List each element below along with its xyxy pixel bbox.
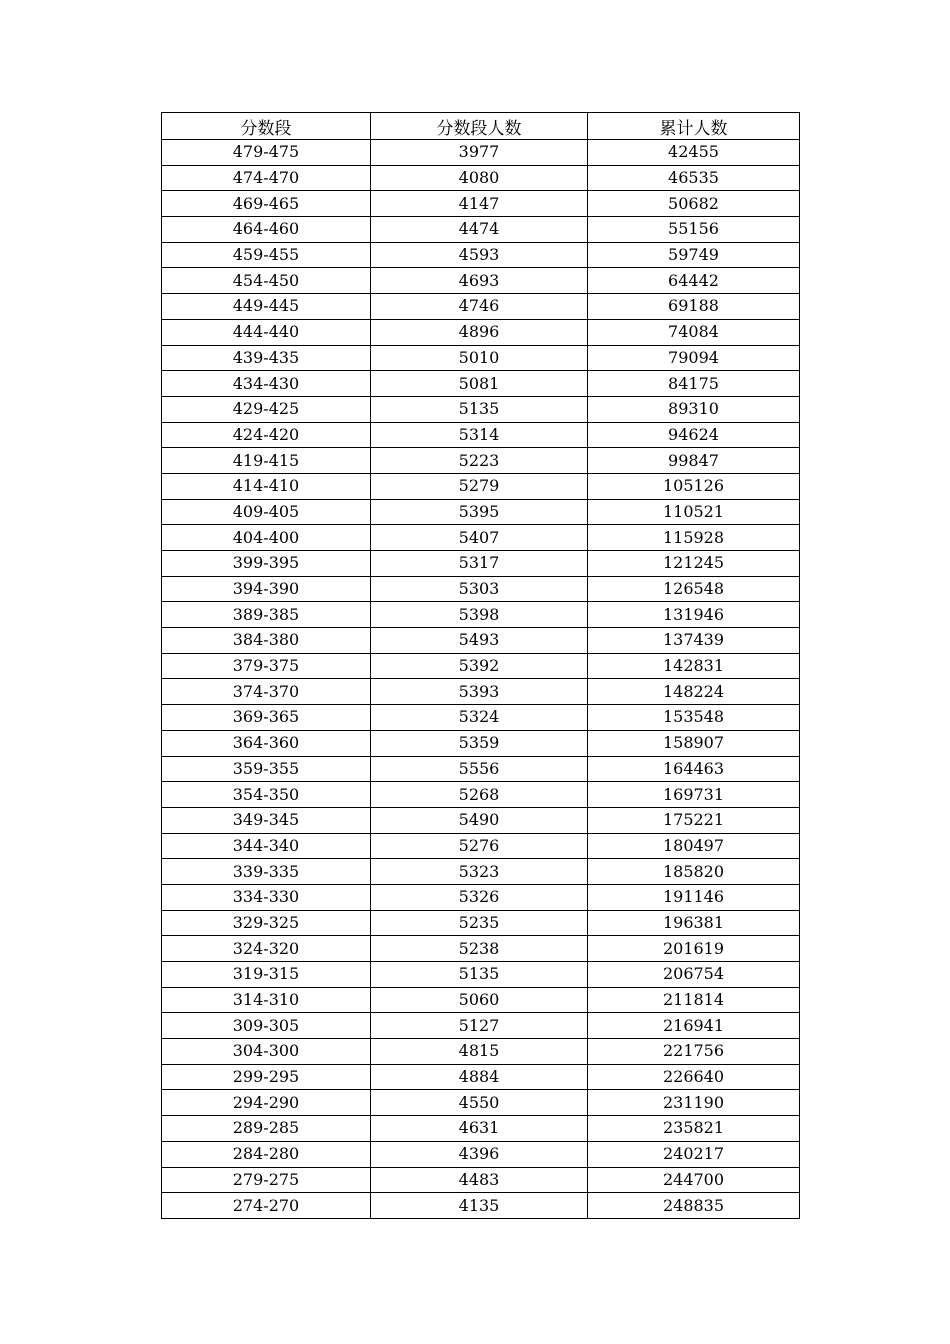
- score-range-cell: 339-335: [162, 859, 371, 885]
- count-in-range-cell: 5490: [371, 807, 588, 833]
- cumulative-count-cell: 211814: [588, 987, 800, 1013]
- table-row: [162, 782, 800, 808]
- count-in-range-cell: 4693: [371, 268, 588, 294]
- table-row: [162, 422, 800, 448]
- table-row: [162, 525, 800, 551]
- table-row: [162, 807, 800, 833]
- table-row: [162, 191, 800, 217]
- score-range-cell: 434-430: [162, 371, 371, 397]
- header-count-in-range: 分数段人数: [371, 113, 588, 140]
- header-cumulative-count: 累计人数: [588, 113, 800, 140]
- cumulative-count-cell: 99847: [588, 448, 800, 474]
- table-row: [162, 936, 800, 962]
- table-row: [162, 294, 800, 320]
- score-range-cell: 414-410: [162, 473, 371, 499]
- table-row: [162, 371, 800, 397]
- count-in-range-cell: 5398: [371, 602, 588, 628]
- cumulative-count-cell: 126548: [588, 576, 800, 602]
- score-range-cell: 304-300: [162, 1039, 371, 1065]
- score-range-cell: 384-380: [162, 628, 371, 654]
- count-in-range-cell: 5268: [371, 782, 588, 808]
- cumulative-count-cell: 231190: [588, 1090, 800, 1116]
- cumulative-count-cell: 191146: [588, 884, 800, 910]
- score-range-cell: 334-330: [162, 884, 371, 910]
- cumulative-count-cell: 131946: [588, 602, 800, 628]
- cumulative-count-cell: 115928: [588, 525, 800, 551]
- count-in-range-cell: 4080: [371, 165, 588, 191]
- cumulative-count-cell: 185820: [588, 859, 800, 885]
- cumulative-count-cell: 137439: [588, 628, 800, 654]
- cumulative-count-cell: 235821: [588, 1116, 800, 1142]
- cumulative-count-cell: 164463: [588, 756, 800, 782]
- count-in-range-cell: 5407: [371, 525, 588, 551]
- cumulative-count-cell: 201619: [588, 936, 800, 962]
- cumulative-count-cell: 221756: [588, 1039, 800, 1065]
- score-range-cell: 429-425: [162, 396, 371, 422]
- score-range-cell: 314-310: [162, 987, 371, 1013]
- table-row: [162, 679, 800, 705]
- cumulative-count-cell: 69188: [588, 294, 800, 320]
- header-score-range: 分数段: [162, 113, 371, 140]
- cumulative-count-cell: 121245: [588, 551, 800, 577]
- table-row: [162, 1090, 800, 1116]
- score-range-cell: 444-440: [162, 319, 371, 345]
- cumulative-count-cell: 142831: [588, 653, 800, 679]
- table-row: [162, 1064, 800, 1090]
- score-range-cell: 344-340: [162, 833, 371, 859]
- score-range-cell: 299-295: [162, 1064, 371, 1090]
- score-range-cell: 399-395: [162, 551, 371, 577]
- cumulative-count-cell: 46535: [588, 165, 800, 191]
- count-in-range-cell: 5393: [371, 679, 588, 705]
- cumulative-count-cell: 84175: [588, 371, 800, 397]
- score-range-cell: 449-445: [162, 294, 371, 320]
- score-range-cell: 469-465: [162, 191, 371, 217]
- cumulative-count-cell: 226640: [588, 1064, 800, 1090]
- count-in-range-cell: 5395: [371, 499, 588, 525]
- score-range-cell: 454-450: [162, 268, 371, 294]
- count-in-range-cell: 5060: [371, 987, 588, 1013]
- score-range-cell: 374-370: [162, 679, 371, 705]
- cumulative-count-cell: 74084: [588, 319, 800, 345]
- count-in-range-cell: 4884: [371, 1064, 588, 1090]
- cumulative-count-cell: 169731: [588, 782, 800, 808]
- score-range-cell: 289-285: [162, 1116, 371, 1142]
- table-row: [162, 551, 800, 577]
- cumulative-count-cell: 59749: [588, 242, 800, 268]
- table-row: [162, 242, 800, 268]
- count-in-range-cell: 5323: [371, 859, 588, 885]
- table-row: [162, 910, 800, 936]
- table-row: [162, 140, 800, 166]
- score-range-cell: 329-325: [162, 910, 371, 936]
- cumulative-count-cell: 248835: [588, 1193, 800, 1219]
- count-in-range-cell: 3977: [371, 140, 588, 166]
- table-row: [162, 499, 800, 525]
- count-in-range-cell: 5235: [371, 910, 588, 936]
- cumulative-count-cell: 206754: [588, 962, 800, 988]
- header-row: [162, 113, 800, 140]
- count-in-range-cell: 4815: [371, 1039, 588, 1065]
- table-row: [162, 730, 800, 756]
- count-in-range-cell: 4593: [371, 242, 588, 268]
- count-in-range-cell: 4746: [371, 294, 588, 320]
- score-range-cell: 409-405: [162, 499, 371, 525]
- table-header: [162, 113, 800, 140]
- table-row: [162, 473, 800, 499]
- count-in-range-cell: 5010: [371, 345, 588, 371]
- table-row: [162, 833, 800, 859]
- count-in-range-cell: 4396: [371, 1141, 588, 1167]
- count-in-range-cell: 5135: [371, 396, 588, 422]
- count-in-range-cell: 5326: [371, 884, 588, 910]
- count-in-range-cell: 5324: [371, 705, 588, 731]
- table-row: [162, 1167, 800, 1193]
- table-row: [162, 448, 800, 474]
- cumulative-count-cell: 180497: [588, 833, 800, 859]
- score-range-cell: 369-365: [162, 705, 371, 731]
- count-in-range-cell: 5276: [371, 833, 588, 859]
- cumulative-count-cell: 79094: [588, 345, 800, 371]
- table-row: [162, 602, 800, 628]
- table-row: [162, 1116, 800, 1142]
- score-range-cell: 379-375: [162, 653, 371, 679]
- count-in-range-cell: 5223: [371, 448, 588, 474]
- score-distribution-table: [161, 112, 800, 1219]
- count-in-range-cell: 5317: [371, 551, 588, 577]
- table-row: [162, 345, 800, 371]
- cumulative-count-cell: 105126: [588, 473, 800, 499]
- table-row: [162, 987, 800, 1013]
- table-row: [162, 628, 800, 654]
- cumulative-count-cell: 244700: [588, 1167, 800, 1193]
- cumulative-count-cell: 175221: [588, 807, 800, 833]
- score-range-cell: 309-305: [162, 1013, 371, 1039]
- count-in-range-cell: 4147: [371, 191, 588, 217]
- count-in-range-cell: 5493: [371, 628, 588, 654]
- table-row: [162, 756, 800, 782]
- count-in-range-cell: 5081: [371, 371, 588, 397]
- score-range-cell: 394-390: [162, 576, 371, 602]
- count-in-range-cell: 5359: [371, 730, 588, 756]
- cumulative-count-cell: 89310: [588, 396, 800, 422]
- score-range-cell: 419-415: [162, 448, 371, 474]
- cumulative-count-cell: 50682: [588, 191, 800, 217]
- table-row: [162, 705, 800, 731]
- table-row: [162, 859, 800, 885]
- cumulative-count-cell: 196381: [588, 910, 800, 936]
- count-in-range-cell: 4474: [371, 217, 588, 243]
- score-range-cell: 284-280: [162, 1141, 371, 1167]
- cumulative-count-cell: 216941: [588, 1013, 800, 1039]
- table-row: [162, 268, 800, 294]
- count-in-range-cell: 5314: [371, 422, 588, 448]
- table-row: [162, 217, 800, 243]
- count-in-range-cell: 4631: [371, 1116, 588, 1142]
- count-in-range-cell: 5127: [371, 1013, 588, 1039]
- table-body: [162, 140, 800, 1219]
- count-in-range-cell: 4896: [371, 319, 588, 345]
- score-range-cell: 294-290: [162, 1090, 371, 1116]
- score-range-cell: 324-320: [162, 936, 371, 962]
- score-range-cell: 459-455: [162, 242, 371, 268]
- cumulative-count-cell: 110521: [588, 499, 800, 525]
- count-in-range-cell: 5303: [371, 576, 588, 602]
- cumulative-count-cell: 64442: [588, 268, 800, 294]
- table-row: [162, 1013, 800, 1039]
- count-in-range-cell: 4135: [371, 1193, 588, 1219]
- score-range-cell: 424-420: [162, 422, 371, 448]
- table-row: [162, 1141, 800, 1167]
- score-range-cell: 474-470: [162, 165, 371, 191]
- cumulative-count-cell: 94624: [588, 422, 800, 448]
- count-in-range-cell: 5238: [371, 936, 588, 962]
- count-in-range-cell: 4483: [371, 1167, 588, 1193]
- score-range-cell: 349-345: [162, 807, 371, 833]
- score-range-cell: 479-475: [162, 140, 371, 166]
- count-in-range-cell: 5392: [371, 653, 588, 679]
- score-range-cell: 364-360: [162, 730, 371, 756]
- table-row: [162, 396, 800, 422]
- cumulative-count-cell: 55156: [588, 217, 800, 243]
- score-range-cell: 439-435: [162, 345, 371, 371]
- score-range-cell: 464-460: [162, 217, 371, 243]
- table-row: [162, 653, 800, 679]
- count-in-range-cell: 5135: [371, 962, 588, 988]
- count-in-range-cell: 5279: [371, 473, 588, 499]
- score-range-cell: 389-385: [162, 602, 371, 628]
- score-range-cell: 354-350: [162, 782, 371, 808]
- score-range-cell: 279-275: [162, 1167, 371, 1193]
- table-row: [162, 165, 800, 191]
- table-row: [162, 576, 800, 602]
- table-row: [162, 319, 800, 345]
- score-range-cell: 404-400: [162, 525, 371, 551]
- score-range-cell: 319-315: [162, 962, 371, 988]
- cumulative-count-cell: 158907: [588, 730, 800, 756]
- table-row: [162, 1193, 800, 1219]
- cumulative-count-cell: 240217: [588, 1141, 800, 1167]
- table-row: [162, 884, 800, 910]
- count-in-range-cell: 5556: [371, 756, 588, 782]
- cumulative-count-cell: 153548: [588, 705, 800, 731]
- cumulative-count-cell: 148224: [588, 679, 800, 705]
- score-range-cell: 359-355: [162, 756, 371, 782]
- cumulative-count-cell: 42455: [588, 140, 800, 166]
- count-in-range-cell: 4550: [371, 1090, 588, 1116]
- score-range-cell: 274-270: [162, 1193, 371, 1219]
- table-row: [162, 962, 800, 988]
- table-row: [162, 1039, 800, 1065]
